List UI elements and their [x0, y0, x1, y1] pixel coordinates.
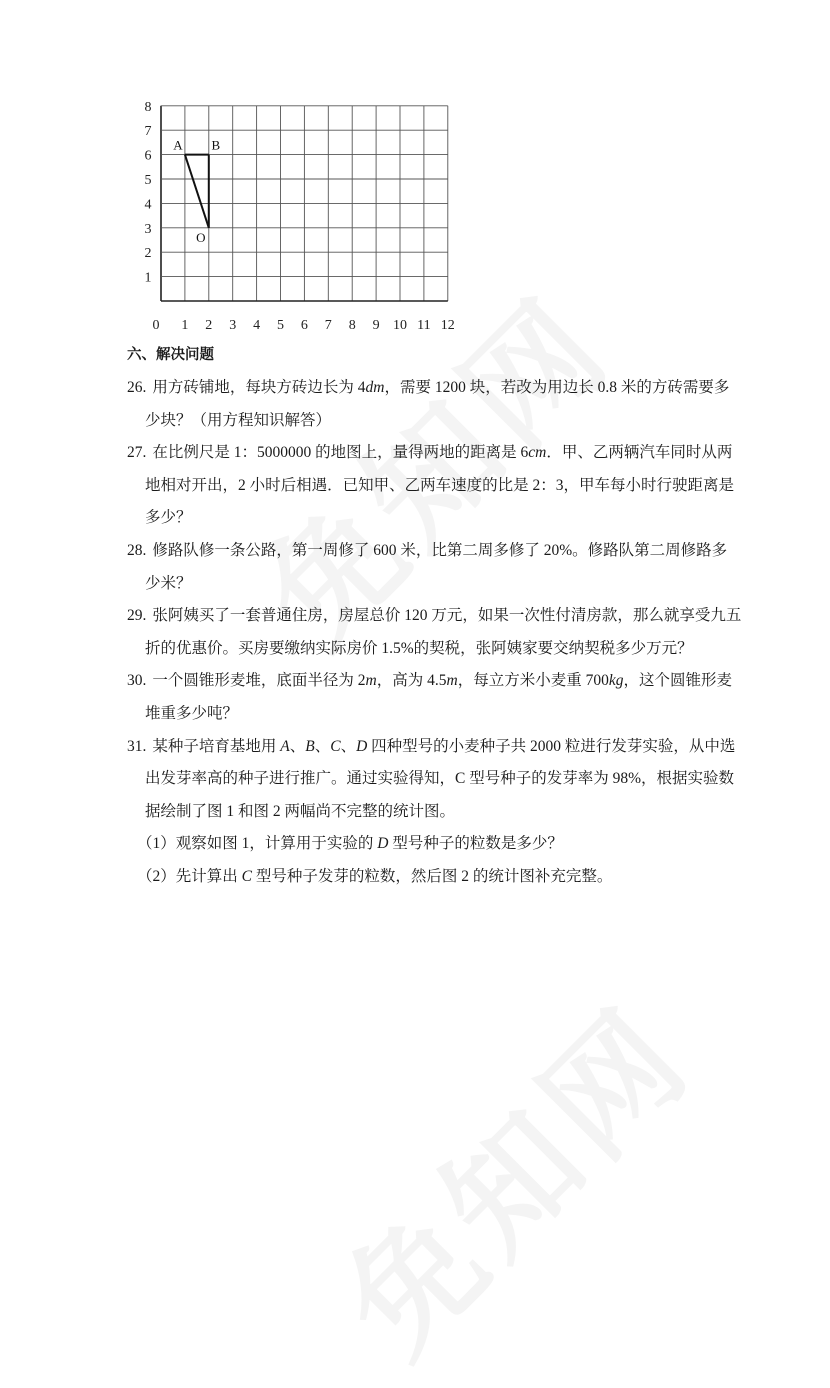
- triangle-edge: [185, 155, 209, 228]
- question-text: 地相对开出，2 小时后相遇．已知甲、乙两车速度的比是 2：3，甲车每小时行驶距离是: [145, 476, 735, 494]
- point-label-o: O: [196, 229, 206, 245]
- question-text: 出发芽率高的种子进行推广。通过实验得知，C 型号种子的发芽率为 98%，根据实验数: [145, 770, 735, 788]
- sub-question: （2）先计算出 C 型号种子发芽的粒数，然后图 2 的统计图补充完整。: [137, 868, 613, 885]
- x-tick-label: 7: [324, 318, 332, 333]
- section-title: 六、解决问题: [127, 347, 214, 363]
- watermark: [295, 959, 724, 1388]
- question-continuation-line: [145, 508, 192, 528]
- question-number: 30.: [127, 672, 147, 690]
- question-number: 29.: [127, 607, 147, 625]
- x-tick-label: 0: [152, 318, 160, 333]
- question-continuation-line: [145, 639, 693, 659]
- question-number: 31.: [127, 737, 147, 755]
- grid-svg: [130, 95, 470, 335]
- question-first-line: [127, 606, 741, 626]
- question-continuation-line: [145, 704, 238, 724]
- question-continuation-line: [145, 476, 734, 496]
- question-text: 用方砖铺地，每块方砖边长为 4dm，需要 1200 块，若改为用边长 0.8 米的方砖需要多: [152, 379, 730, 396]
- x-tick-label: 4: [253, 318, 261, 333]
- y-tick-label: 8: [144, 99, 152, 115]
- question-number: 27.: [127, 444, 147, 462]
- question-number: 28.: [127, 542, 147, 559]
- question-text: 在比例尺是 1：5000000 的地图上，量得两地的距离是 6cm．甲、乙两辆汽车同时从两: [152, 444, 733, 462]
- question-first-line: [127, 378, 729, 398]
- y-tick-label: 6: [144, 148, 152, 164]
- x-tick-label: 6: [300, 318, 308, 333]
- point-label-b: B: [211, 137, 221, 153]
- question-text: 据绘制了图 1 和图 2 两幅尚不完整的统计图。: [145, 802, 456, 820]
- question-continuation-line: [145, 802, 455, 822]
- y-tick-label: 2: [144, 246, 152, 262]
- x-tick-label: 1: [181, 318, 189, 333]
- question-text: 修路队修一条公路，第一周修了 600 米，比第二周多修了 20%。修路队第二周修路多: [152, 542, 728, 559]
- x-tick-label: 2: [205, 318, 213, 333]
- question-text: 多少？: [145, 509, 192, 527]
- question-text: 堆重多少吨？: [145, 705, 239, 722]
- x-tick-label: 11: [417, 318, 431, 333]
- y-tick-label: 5: [144, 173, 152, 188]
- question-first-line: [127, 541, 727, 561]
- x-tick-label: 9: [372, 318, 380, 333]
- question-text: 少米？: [145, 574, 192, 592]
- question-number: 26.: [127, 379, 147, 396]
- question-text: 张阿姨买了一套普通住房，房屋总价 120 万元，如果一次性付清房款，那么就享受九五: [152, 607, 742, 625]
- question-continuation-line: [145, 574, 192, 594]
- coordinate-grid-figure: [130, 95, 470, 335]
- question-text: 折的优惠价。买房要缴纳实际房价 1.5%的契税，张阿姨家要交纳契税多少万元？: [145, 639, 693, 657]
- x-tick-label: 5: [277, 318, 284, 333]
- y-tick-label: 1: [144, 270, 152, 286]
- y-tick-label: 4: [144, 197, 152, 213]
- sub-question: （1）观察如图 1，计算用于实验的 D 型号种子的粒数是多少？: [137, 835, 563, 853]
- question-text: 某种子培育基地用 A、B、C、D 四种型号的小麦种子共 2000 粒进行发芽实验，从中选: [152, 737, 736, 755]
- question-text: 少块？（用方程知识解答）: [145, 411, 332, 429]
- point-label-a: A: [173, 137, 183, 153]
- y-tick-label: 7: [144, 124, 152, 140]
- x-tick-label: 3: [229, 318, 237, 333]
- question-first-line: [127, 671, 732, 691]
- question-text: 一个圆锥形麦堆，底面半径为 2m，高为 4.5m，每立方米小麦重 700kg，这个圆锥形麦: [152, 672, 732, 690]
- x-tick-label: 8: [348, 318, 356, 333]
- question-continuation-line: [145, 769, 734, 789]
- x-tick-label: 10: [393, 318, 407, 333]
- x-tick-label: 12: [440, 318, 455, 333]
- question-continuation-line: [145, 411, 331, 431]
- question-first-line: [127, 443, 732, 463]
- y-tick-label: 3: [144, 221, 152, 237]
- question-first-line: [127, 737, 735, 757]
